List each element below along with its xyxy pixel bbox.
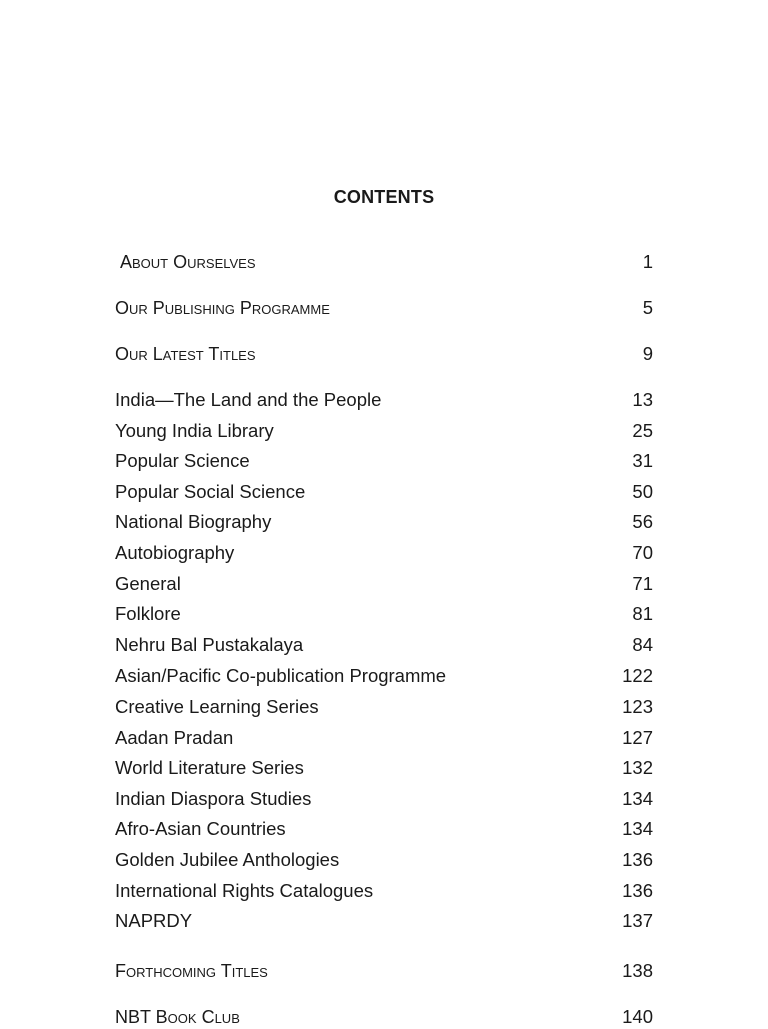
toc-entry-forthcoming-titles[interactable]: [115, 959, 653, 983]
toc-entry-page: 70: [632, 542, 653, 563]
toc-entry[interactable]: [115, 480, 653, 504]
toc-entry[interactable]: [115, 909, 653, 933]
toc-entry-label: Indian Diaspora Studies: [115, 788, 312, 809]
toc-entry-label: Folklore: [115, 603, 181, 624]
toc-entry-label: Golden Jubilee Anthologies: [115, 849, 340, 870]
toc-entry-page: 134: [622, 788, 653, 809]
toc-entry-page: 84: [632, 634, 653, 655]
toc-entry-label: Autobiography: [115, 542, 235, 563]
toc-entry[interactable]: [115, 756, 653, 780]
toc-entry-page: 50: [632, 481, 653, 502]
toc-entry[interactable]: [115, 419, 653, 443]
toc-entry[interactable]: [115, 541, 653, 565]
toc-entry-page: 136: [622, 880, 653, 901]
toc-entry-page: 25: [632, 420, 653, 441]
toc-entry-page: 56: [632, 511, 653, 532]
toc-entry-label: International Rights Catalogues: [115, 880, 374, 901]
toc-entry-label: Forthcoming Titles: [115, 961, 268, 981]
toc-entry-label: NBT Book Club: [115, 1007, 240, 1027]
toc-entry-page: 127: [622, 727, 653, 748]
toc-entry-label: About Ourselves: [120, 252, 256, 272]
toc-entry[interactable]: [115, 726, 653, 750]
toc-entry[interactable]: [115, 449, 653, 473]
toc-entry[interactable]: [115, 664, 653, 688]
toc-entry-page: 31: [632, 450, 653, 471]
toc-entry[interactable]: [115, 633, 653, 657]
toc-entry[interactable]: [115, 787, 653, 811]
toc-entry-page: 137: [622, 910, 653, 931]
toc-entry-label: Our Latest Titles: [115, 344, 256, 364]
toc-entry-page: 140: [622, 1006, 653, 1027]
toc-entry[interactable]: [115, 817, 653, 841]
toc-entry-page: 134: [622, 818, 653, 839]
toc-entry-label: Asian/Pacific Co-publication Programme: [115, 665, 447, 686]
toc-entry[interactable]: [115, 388, 653, 412]
toc-entry-label: Popular Social Science: [115, 481, 306, 502]
toc-entry-page: 9: [642, 343, 653, 364]
toc-entry-latest-titles[interactable]: [115, 342, 653, 366]
toc-entry-publishing-programme[interactable]: [115, 296, 653, 320]
toc-entry-label: Aadan Pradan: [115, 727, 234, 748]
toc-entry-page: 5: [642, 297, 653, 318]
toc-entry-page: 71: [632, 573, 653, 594]
toc-entry-label: Popular Science: [115, 450, 250, 471]
toc-entry-page: 132: [622, 757, 653, 778]
toc-entry-page: 122: [622, 665, 653, 686]
page-title: CONTENTS: [333, 187, 435, 207]
toc-entry-page: 81: [632, 603, 653, 624]
toc-entry-page: 136: [622, 849, 653, 870]
toc-entry-page: 13: [632, 389, 653, 410]
toc-entry[interactable]: [115, 510, 653, 534]
toc-entry-label: General: [115, 573, 181, 594]
toc-entry-about-ourselves[interactable]: [120, 250, 653, 274]
toc-entry-label: Our Publishing Programme: [115, 298, 330, 318]
toc-entry[interactable]: [115, 695, 653, 719]
toc-entry-page: 123: [622, 696, 653, 717]
toc-entry[interactable]: [115, 572, 653, 596]
toc-entry-label: National Biography: [115, 511, 272, 532]
toc-entry-label: Afro-Asian Countries: [115, 818, 286, 839]
toc-entry-label: Young India Library: [115, 420, 274, 441]
toc-entry[interactable]: [115, 848, 653, 872]
toc-entry-label: India—The Land and the People: [115, 389, 382, 410]
toc-entry-page: 138: [622, 960, 653, 981]
toc-entry[interactable]: [115, 602, 653, 626]
toc-entry-label: Nehru Bal Pustakalaya: [115, 634, 304, 655]
toc-entry-nbt-book-club[interactable]: [115, 1005, 653, 1029]
toc-entry-page: 1: [642, 251, 653, 272]
toc-entry-label: Creative Learning Series: [115, 696, 319, 717]
toc-entry-label: World Literature Series: [115, 757, 304, 778]
toc-entry-label: NAPRDY: [115, 910, 193, 931]
toc-entry[interactable]: [115, 879, 653, 903]
